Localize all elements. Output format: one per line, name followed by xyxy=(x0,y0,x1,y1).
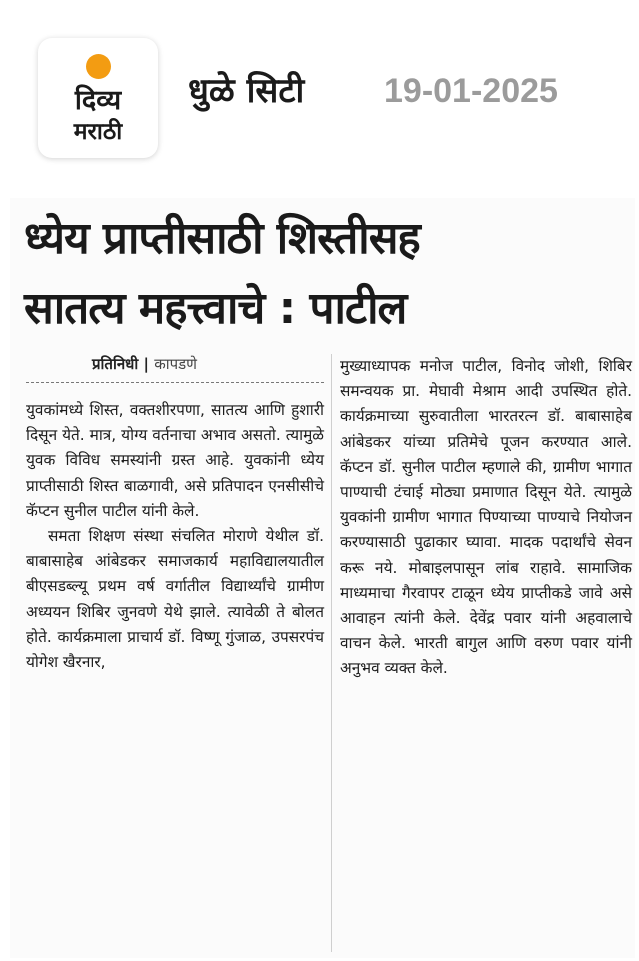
logo-text-line1: दिव्य xyxy=(74,85,122,116)
sun-icon xyxy=(86,54,111,79)
headline-line-2: सातत्य महत्त्वाचे : पाटील xyxy=(24,283,407,334)
byline-author: प्रतिनिधी xyxy=(92,355,139,373)
byline-location: कापडणे xyxy=(154,355,198,373)
article-paragraph: समता शिक्षण संस्था संचलित मोराणे येथील डॉ. बाबासाहेब आंबेडकर समाजकार्य महाविद्यालयातील बीएसडब्ल्यू प्रथम वर्ष वर्गातील विद्यार्थ्यांचे ग्रामीण अध्ययन शिबिर जुनवणे येथे झाले. त्यावेळी ते बोलत होते. कार्यक्रमाला प्राचार्य डॉ. विष्णू गुंजाळ, उपसरपंच योगेश खैरनार, xyxy=(26,527,324,672)
edition-city: धुळे सिटी xyxy=(188,71,305,111)
article-paragraph: युवकांमध्ये शिस्त, वक्तशीरपणा, सातत्य आणि हुशारी दिसून येते. मात्र, योग्य वर्तनाचा अभाव असतो. त्यामुळे युवक विविध समस्यांनी ग्रस्त आहे. युवकांनी ध्येय प्राप्तीसाठी शिस्त बाळगावी, असे प्रतिपादन एनसीसीचे कॅप्टन सुनील पाटील यांनी केले. xyxy=(26,401,324,520)
article-column-left xyxy=(26,398,324,675)
newspaper-clipping xyxy=(10,198,635,958)
byline xyxy=(92,354,197,374)
divya-marathi-logo xyxy=(38,38,158,158)
article-column-right xyxy=(340,354,632,682)
article-paragraph: मुख्याध्यापक मनोज पाटील, विनोद जोशी, शिबिर समन्वयक प्रा. मेघावी मेश्राम आदी उपस्थित होते. कार्यक्रमाच्या सुरुवातीला भारतरत्न डॉ. बाबासाहेब आंबेडकर यांच्या प्रतिमेचे पूजन करण्यात आले. कॅप्टन डॉ. सुनील पाटील म्हणाले की, ग्रामीण भागात पाण्याची टंचाई मोठ्या प्रमाणात दिसून येते. त्यामुळे युवकांनी ग्रामीण भागात पिण्याच्या पाण्याचे नियोजन करण्यासाठी पुढाकार घ्यावा. मादक पदार्थांचे सेवन करू नये. मोबाइलपासून लांब राहावे. सामाजिक माध्यमाचा गैरवापर टाळून ध्येय प्राप्तीकडे जावे असे आवाहन त्यांनी केले. देवेंद्र पवार यांनी अहवालाचे वाचन केले. भारती बागुल आणि वरुण पवार यांनी अनुभव व्यक्त केले. xyxy=(340,357,632,678)
headline-line-1: ध्येय प्राप्तीसाठी शिस्तीसह xyxy=(24,213,420,264)
logo-text-line2: मराठी xyxy=(73,119,123,145)
share-header xyxy=(0,0,639,190)
byline-divider xyxy=(26,382,324,383)
column-divider xyxy=(331,354,332,952)
byline-separator: | xyxy=(138,355,155,373)
edition-date: 19-01-2025 xyxy=(384,72,558,110)
